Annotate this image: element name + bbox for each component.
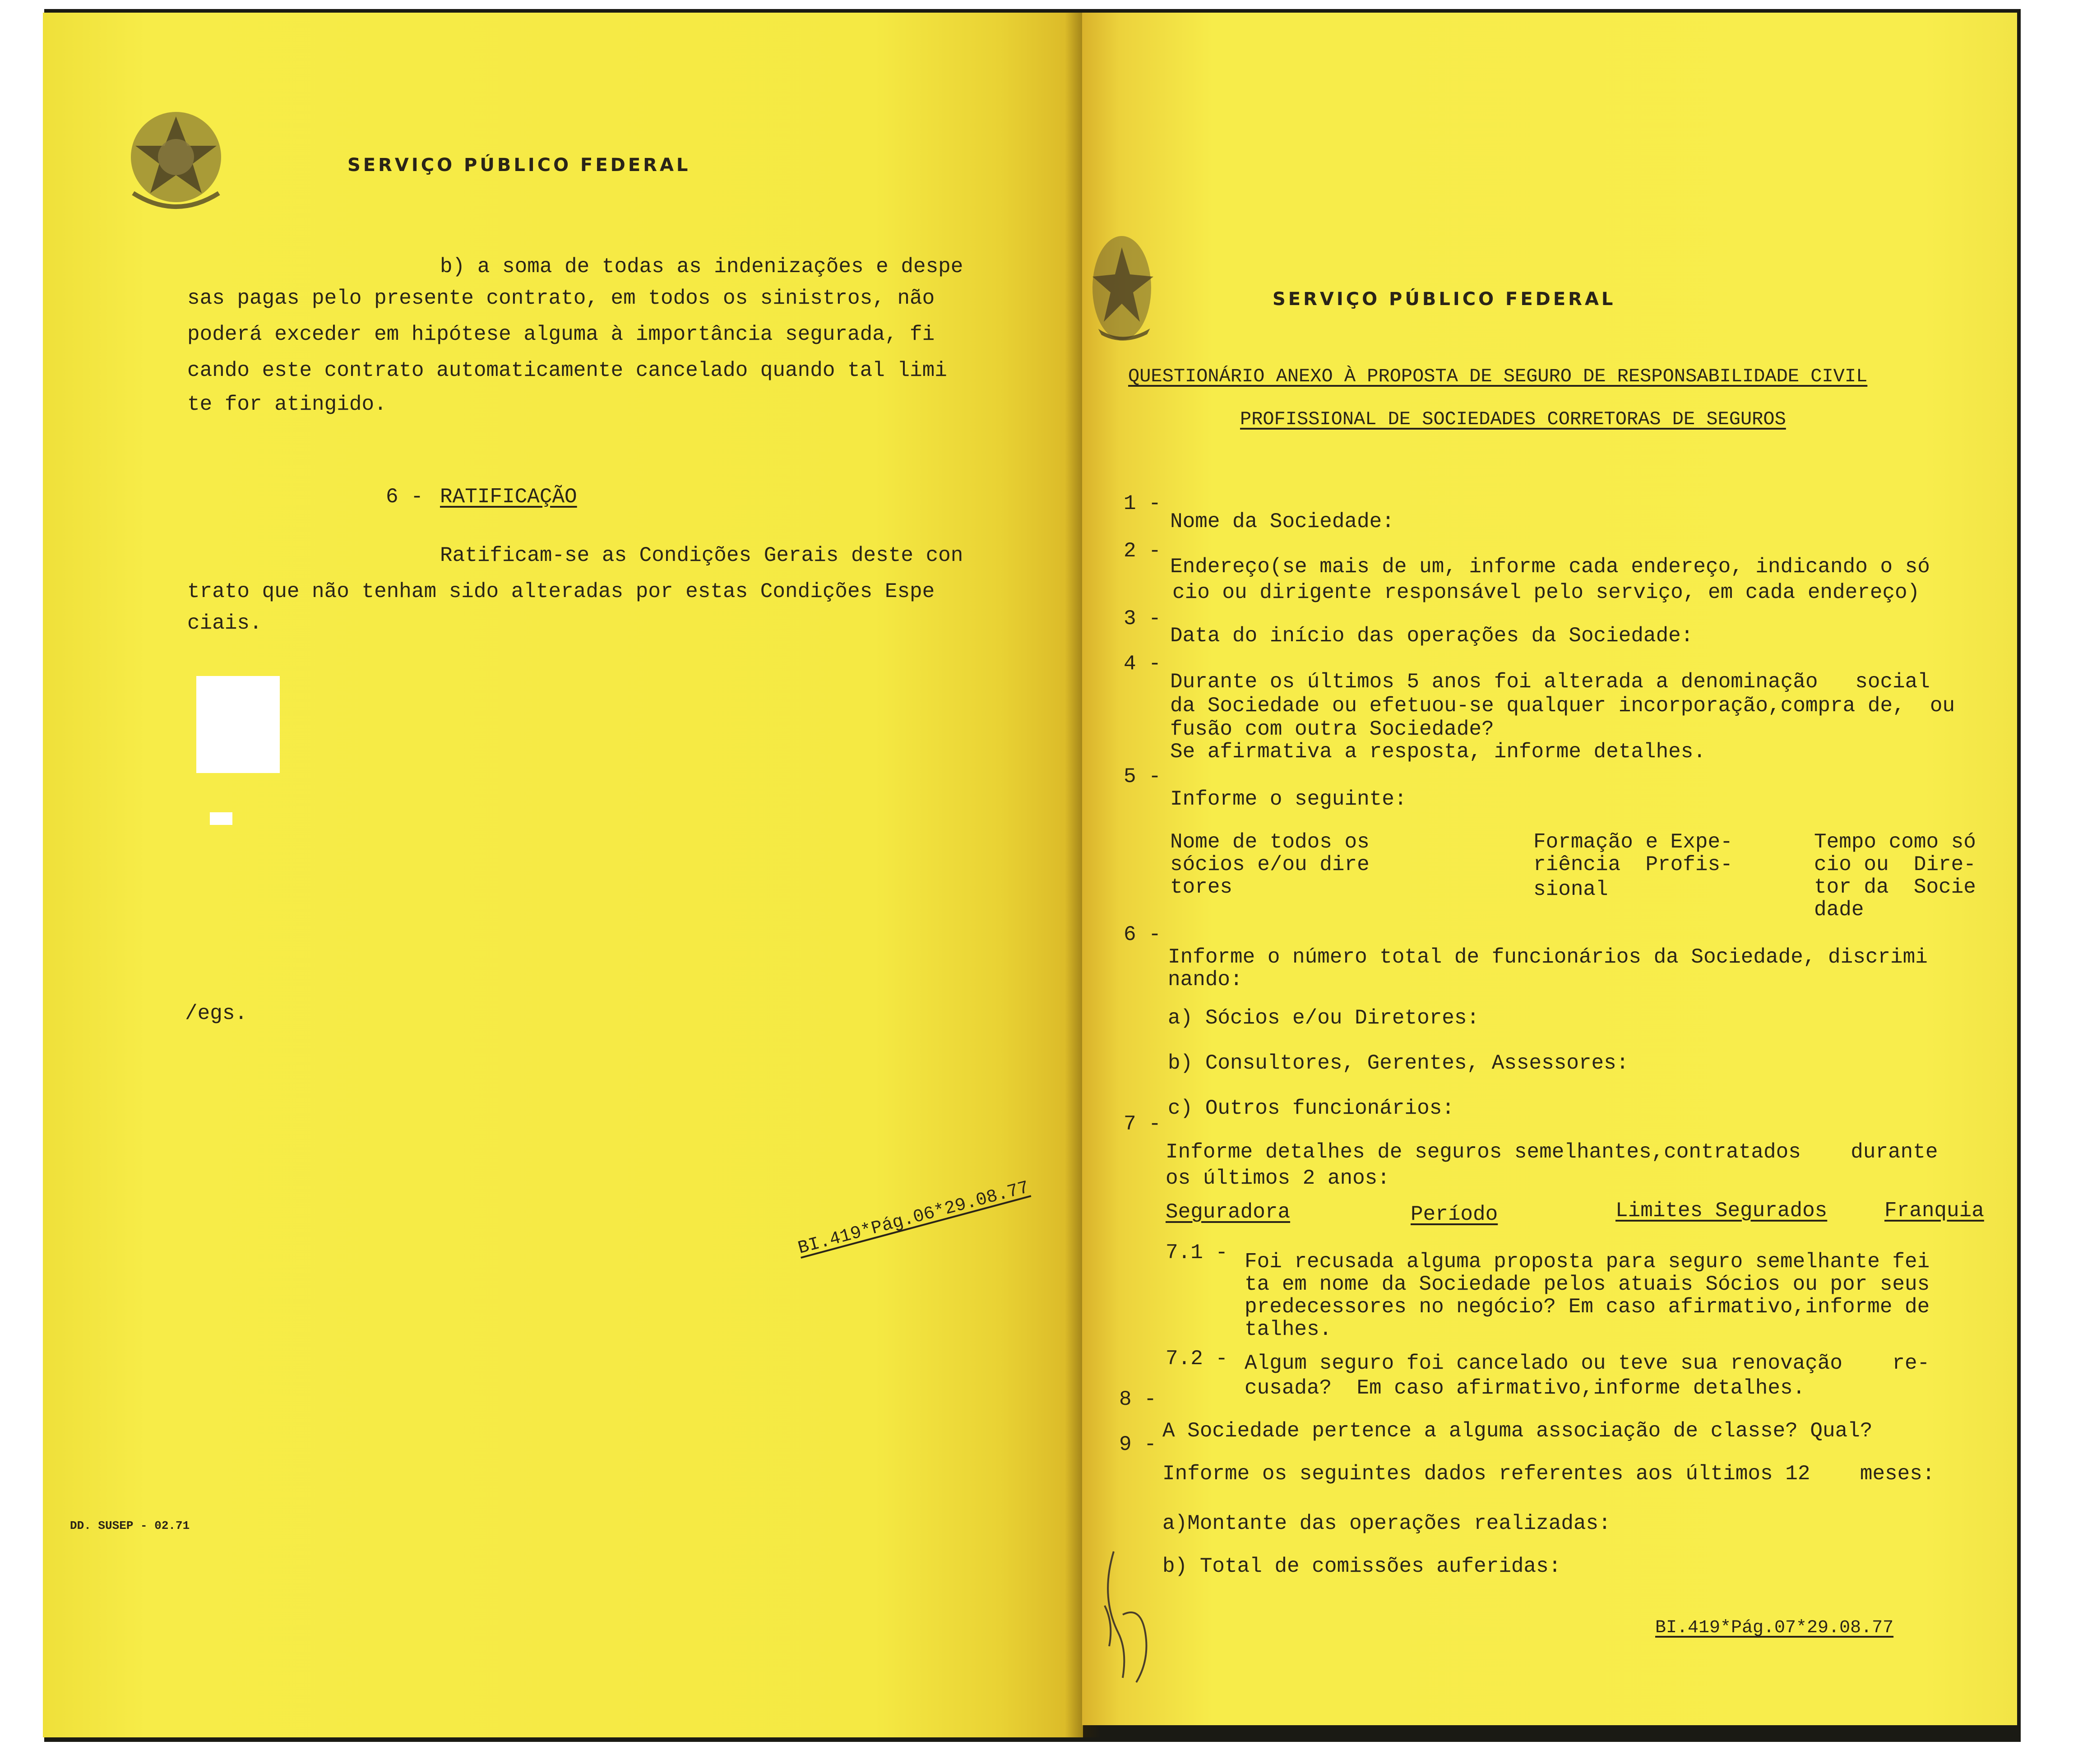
q72-label: 7.2 - [1166,1347,1228,1370]
q5-col2-line-3: sional [1533,878,1608,901]
q5-col1-line-3: tores [1170,875,1233,899]
q8-text: A Sociedade pertence a alguma associação de classe? Qual? [1162,1419,1873,1443]
q71-line-3: predecessores no negócio? Em caso afirmativo,informe de [1245,1295,1930,1319]
ratif-line-3: ciais. [187,611,262,635]
q71-line-2: ta em nome da Sociedade pelos atuais Sócios ou por seus [1245,1273,1930,1296]
q4-number: 4 - [1124,652,1161,676]
q4-line-1: Durante os últimos 5 anos foi alterada a denominação social [1170,670,1930,694]
redaction-box [196,676,280,773]
q7-col-franquia: Franquia [1884,1199,1984,1222]
para-b-line-2: sas pagas pelo presente contrato, em todos os sinistros, não [187,287,935,310]
redaction-mark [210,812,232,825]
q5-col3-line-3: tor da Socie [1814,875,1976,899]
left-page [43,13,1083,1737]
para-b-line-4: cando este contrato automaticamente cancelado quando tal limi [187,359,947,382]
q72-line-1: Algum seguro foi cancelado ou teve sua renovação re- [1245,1352,1930,1375]
q6b-text: b) Consultores, Gerentes, Assessores: [1168,1051,1629,1075]
q7-col-periodo: Período [1411,1203,1498,1226]
q5-col1-line-1: Nome de todos os [1170,830,1370,854]
q1-number: 1 - [1124,492,1161,515]
q71-line-1: Foi recusada alguma proposta para seguro semelhante fei [1245,1250,1930,1273]
para-b-line-5: te for atingido. [187,393,387,416]
q5-col3-line-1: Tempo como só [1814,830,1976,854]
form-title-line-2: PROFISSIONAL DE SOCIEDADES CORRETORAS DE SEGUROS [1240,408,1786,430]
q7-line-2: os últimos 2 anos: [1166,1167,1390,1190]
q71-label: 7.1 - [1166,1241,1228,1264]
right-header: SERVIÇO PÚBLICO FEDERAL [1273,289,1616,310]
q9b-text: b) Total de comissões auferidas: [1162,1555,1561,1578]
coat-of-arms-emblem [124,103,228,225]
q1-text: Nome da Sociedade: [1170,510,1394,533]
q5-col3-line-2: cio ou Dire- [1814,853,1976,876]
q8-number: 8 - [1119,1388,1157,1411]
q72-line-2: cusada? Em caso afirmativo,informe detalhes. [1245,1376,1805,1400]
ratif-line-2: trato que não tenham sido alteradas por estas Condições Espe [187,580,935,603]
right-page [1082,13,2017,1725]
q9-text: Informe os seguintes dados referentes aos últimos 12 meses: [1162,1462,1935,1486]
q5-col3-line-4: dade [1814,898,1864,921]
q7-col-limites: Limites Segurados [1615,1199,1828,1222]
q5-col1-line-2: sócios e/ou dire [1170,853,1370,876]
q7-line-1: Informe detalhes de seguros semelhantes,contratados durante [1166,1140,1938,1164]
section-6-title: RATIFICAÇÃO [440,485,577,509]
para-b-line-1: b) a soma de todas as indenizações e despe [440,255,963,278]
q9a-text: a)Montante das operações realizadas: [1162,1512,1611,1535]
form-code: DD. SUSEP - 02.71 [70,1519,190,1533]
left-footer-ref: BI.419*Pág.06*29.08.77 [796,1177,1032,1259]
q5-number: 5 - [1124,765,1161,788]
q3-number: 3 - [1124,607,1161,630]
q6-number: 6 - [1124,923,1161,946]
q6-line-2: nando: [1168,968,1243,991]
q9-number: 9 - [1119,1433,1157,1456]
q2-number: 2 - [1124,539,1161,563]
q4-line-2: da Sociedade ou efetuou-se qualquer incorporação,compra de, ou [1170,694,1955,718]
q6a-text: a) Sócios e/ou Diretores: [1168,1006,1480,1030]
q7-col-seguradora: Seguradora [1166,1200,1291,1224]
q7-number: 7 - [1124,1112,1161,1136]
para-b-line-3: poderá exceder em hipótese alguma à importância segurada, fi [187,323,935,346]
q3-text: Data do início das operações da Sociedade: [1170,624,1694,648]
section-6-number: 6 - [386,485,423,509]
q71-line-4: talhes. [1245,1318,1332,1341]
q4-line-4: Se afirmativa a resposta, informe detalhes. [1170,740,1706,764]
left-header: SERVIÇO PÚBLICO FEDERAL [347,155,691,176]
q2-line-2: cio ou dirigente responsável pelo serviço, em cada endereço) [1172,581,1920,604]
q5-text: Informe o seguinte: [1170,787,1407,811]
coat-of-arms-emblem [1090,225,1158,351]
handwritten-signature [1096,1542,1177,1691]
typist-initials: /egs. [185,1002,248,1025]
form-title-line-1: QUESTIONÁRIO ANEXO À PROPOSTA DE SEGURO DE RESPONSABILIDADE CIVIL [1128,366,1868,387]
q5-col2-line-1: Formação e Expe- [1533,830,1733,854]
q6-line-1: Informe o número total de funcionários da Sociedade, discrimi [1168,945,1928,969]
q2-line-1: Endereço(se mais de um, informe cada endereço, indicando o só [1170,555,1930,579]
q4-line-3: fusão com outra Sociedade? [1170,718,1494,741]
ratif-line-1: Ratificam-se as Condições Gerais deste con [440,544,963,567]
q6c-text: c) Outros funcionários: [1168,1097,1454,1120]
right-footer-ref: BI.419*Pág.07*29.08.77 [1655,1618,1894,1638]
q5-col2-line-2: riência Profis- [1533,853,1733,876]
